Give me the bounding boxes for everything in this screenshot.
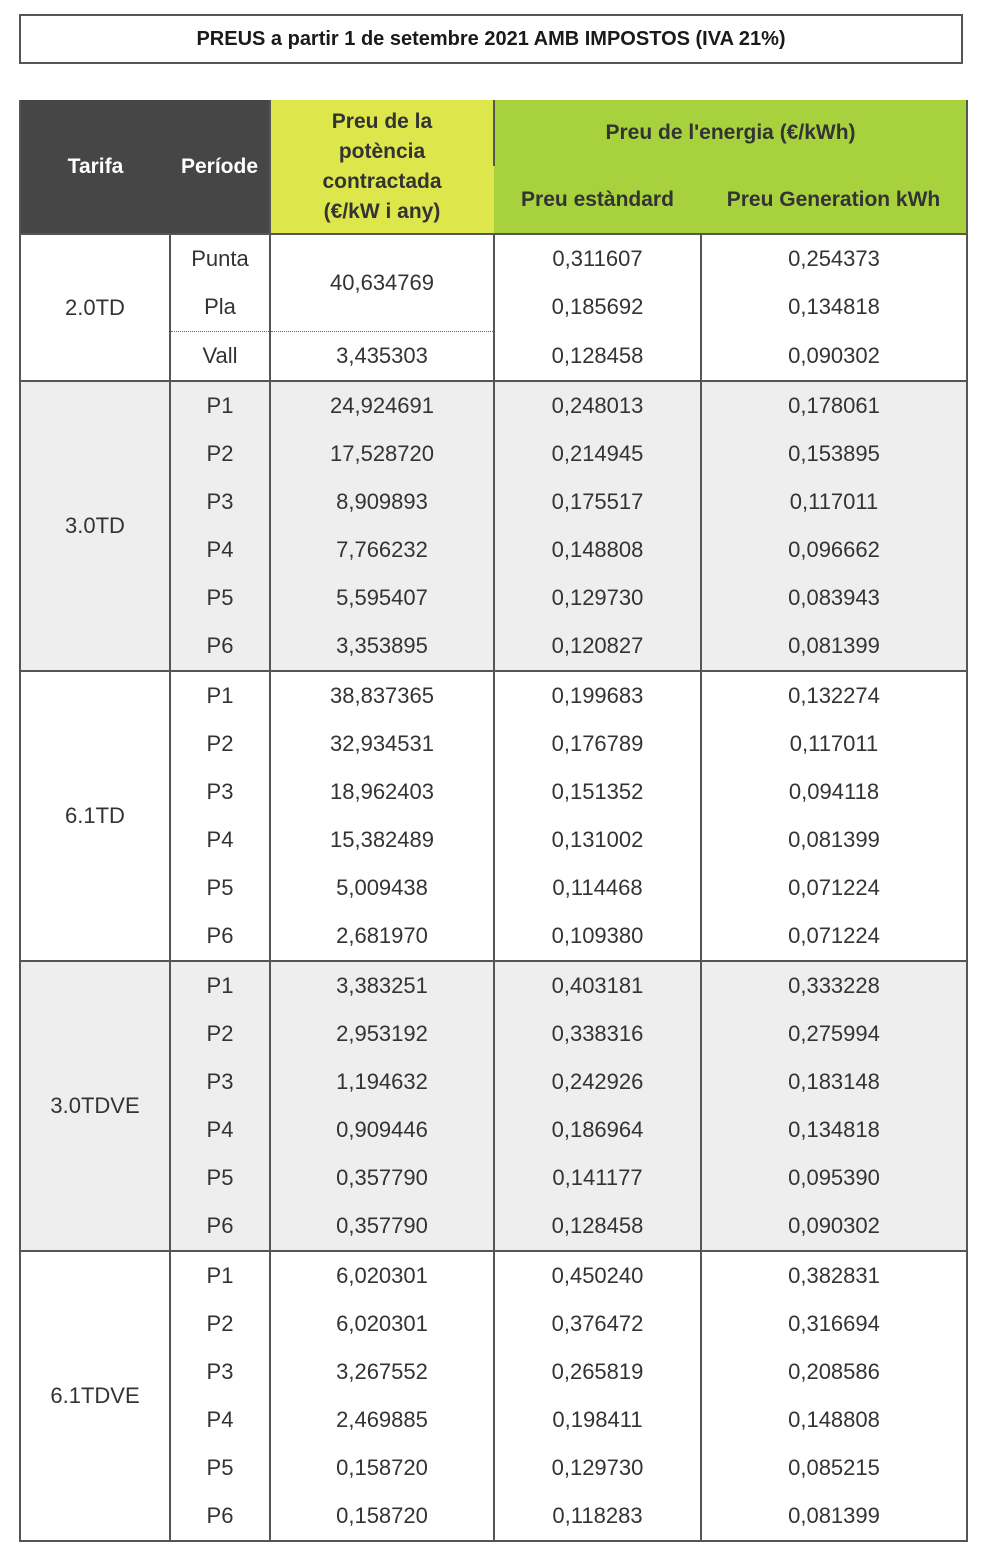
group-3-0tdve	[20, 961, 967, 1251]
table-row	[20, 1251, 967, 1300]
potencia-cell: 18,962403	[270, 768, 494, 816]
generation-cell: 0,153895	[701, 430, 967, 478]
potencia-cell: 32,934531	[270, 720, 494, 768]
generation-cell: 0,275994	[701, 1010, 967, 1058]
period-cell: P5	[170, 574, 270, 622]
estandard-cell: 0,265819	[494, 1348, 701, 1396]
generation-cell: 0,134818	[701, 283, 967, 332]
price-table	[19, 100, 968, 1542]
period-cell: P3	[170, 478, 270, 526]
estandard-cell: 0,129730	[494, 574, 701, 622]
estandard-cell: 0,141177	[494, 1154, 701, 1202]
period-cell: P2	[170, 720, 270, 768]
tarifa-cell: 3.0TDVE	[20, 961, 170, 1251]
potencia-cell: 3,435303	[270, 332, 494, 382]
period-cell: P3	[170, 768, 270, 816]
potencia-cell: 2,681970	[270, 912, 494, 961]
generation-cell: 0,071224	[701, 912, 967, 961]
generation-cell: 0,148808	[701, 1396, 967, 1444]
period-cell: P6	[170, 912, 270, 961]
period-cell: Vall	[170, 332, 270, 382]
period-cell: P5	[170, 864, 270, 912]
potencia-cell: 2,469885	[270, 1396, 494, 1444]
generation-cell: 0,254373	[701, 234, 967, 283]
estandard-cell: 0,131002	[494, 816, 701, 864]
period-cell: P1	[170, 1251, 270, 1300]
potencia-cell: 5,009438	[270, 864, 494, 912]
tarifa-cell: 6.1TDVE	[20, 1251, 170, 1541]
potencia-cell: 3,383251	[270, 961, 494, 1010]
estandard-cell: 0,151352	[494, 768, 701, 816]
header-periode: Període	[170, 100, 270, 234]
potencia-cell: 2,953192	[270, 1010, 494, 1058]
generation-cell: 0,081399	[701, 816, 967, 864]
generation-cell: 0,085215	[701, 1444, 967, 1492]
generation-cell: 0,132274	[701, 671, 967, 720]
period-cell: Pla	[170, 283, 270, 332]
tarifa-cell: 3.0TD	[20, 381, 170, 671]
period-cell: P6	[170, 622, 270, 671]
estandard-cell: 0,109380	[494, 912, 701, 961]
potencia-cell: 17,528720	[270, 430, 494, 478]
generation-cell: 0,096662	[701, 526, 967, 574]
estandard-cell: 0,376472	[494, 1300, 701, 1348]
period-cell: P5	[170, 1154, 270, 1202]
period-cell: P4	[170, 816, 270, 864]
potencia-cell: 1,194632	[270, 1058, 494, 1106]
generation-cell: 0,316694	[701, 1300, 967, 1348]
generation-cell: 0,095390	[701, 1154, 967, 1202]
header-tarifa: Tarifa	[20, 100, 170, 234]
potencia-cell: 3,267552	[270, 1348, 494, 1396]
page-title: PREUS a partir 1 de setembre 2021 AMB IMPOSTOS (IVA 21%)	[19, 14, 963, 64]
estandard-cell: 0,175517	[494, 478, 701, 526]
estandard-cell: 0,114468	[494, 864, 701, 912]
period-cell: P5	[170, 1444, 270, 1492]
table-row	[20, 234, 967, 283]
potencia-cell: 3,353895	[270, 622, 494, 671]
estandard-cell: 0,128458	[494, 332, 701, 382]
estandard-cell: 0,120827	[494, 622, 701, 671]
potencia-cell: 40,634769	[270, 234, 494, 332]
potencia-cell: 0,909446	[270, 1106, 494, 1154]
group-6-1tdve	[20, 1251, 967, 1541]
group-6-1td	[20, 671, 967, 961]
potencia-cell: 6,020301	[270, 1300, 494, 1348]
generation-cell: 0,090302	[701, 1202, 967, 1251]
period-cell: P2	[170, 430, 270, 478]
estandard-cell: 0,338316	[494, 1010, 701, 1058]
potencia-cell: 15,382489	[270, 816, 494, 864]
estandard-cell: 0,118283	[494, 1492, 701, 1541]
estandard-cell: 0,199683	[494, 671, 701, 720]
estandard-cell: 0,214945	[494, 430, 701, 478]
period-cell: P6	[170, 1202, 270, 1251]
generation-cell: 0,071224	[701, 864, 967, 912]
generation-cell: 0,382831	[701, 1251, 967, 1300]
header-potencia: Preu de la potència contractada (€/kW i any)	[270, 100, 494, 234]
estandard-cell: 0,128458	[494, 1202, 701, 1251]
potencia-cell: 8,909893	[270, 478, 494, 526]
header-estandard: Preu estàndard	[494, 166, 701, 234]
tarifa-cell: 6.1TD	[20, 671, 170, 961]
table-header	[20, 100, 967, 234]
estandard-cell: 0,185692	[494, 283, 701, 332]
estandard-cell: 0,186964	[494, 1106, 701, 1154]
generation-cell: 0,083943	[701, 574, 967, 622]
estandard-cell: 0,198411	[494, 1396, 701, 1444]
estandard-cell: 0,148808	[494, 526, 701, 574]
period-cell: P1	[170, 961, 270, 1010]
table-row	[20, 381, 967, 430]
generation-cell: 0,090302	[701, 332, 967, 382]
estandard-cell: 0,129730	[494, 1444, 701, 1492]
period-cell: P2	[170, 1300, 270, 1348]
table-row	[20, 961, 967, 1010]
estandard-cell: 0,403181	[494, 961, 701, 1010]
generation-cell: 0,208586	[701, 1348, 967, 1396]
period-cell: P4	[170, 526, 270, 574]
period-cell: P2	[170, 1010, 270, 1058]
potencia-cell: 5,595407	[270, 574, 494, 622]
generation-cell: 0,081399	[701, 622, 967, 671]
generation-cell: 0,178061	[701, 381, 967, 430]
estandard-cell: 0,450240	[494, 1251, 701, 1300]
estandard-cell: 0,176789	[494, 720, 701, 768]
period-cell: Punta	[170, 234, 270, 283]
potencia-cell: 0,357790	[270, 1202, 494, 1251]
potencia-cell: 0,357790	[270, 1154, 494, 1202]
generation-cell: 0,094118	[701, 768, 967, 816]
estandard-cell: 0,248013	[494, 381, 701, 430]
potencia-cell: 0,158720	[270, 1492, 494, 1541]
tarifa-cell: 2.0TD	[20, 234, 170, 381]
potencia-cell: 38,837365	[270, 671, 494, 720]
period-cell: P3	[170, 1348, 270, 1396]
generation-cell: 0,117011	[701, 478, 967, 526]
potencia-cell: 6,020301	[270, 1251, 494, 1300]
group-3-0td	[20, 381, 967, 671]
potencia-cell: 0,158720	[270, 1444, 494, 1492]
generation-cell: 0,117011	[701, 720, 967, 768]
estandard-cell: 0,242926	[494, 1058, 701, 1106]
period-cell: P1	[170, 381, 270, 430]
generation-cell: 0,081399	[701, 1492, 967, 1541]
period-cell: P4	[170, 1396, 270, 1444]
estandard-cell: 0,311607	[494, 234, 701, 283]
table-row	[20, 671, 967, 720]
period-cell: P3	[170, 1058, 270, 1106]
header-generation: Preu Generation kWh	[701, 166, 967, 234]
generation-cell: 0,333228	[701, 961, 967, 1010]
period-cell: P4	[170, 1106, 270, 1154]
generation-cell: 0,183148	[701, 1058, 967, 1106]
period-cell: P1	[170, 671, 270, 720]
header-energia: Preu de l'energia (€/kWh)	[494, 100, 967, 166]
group-2-0td	[20, 234, 967, 381]
potencia-cell: 24,924691	[270, 381, 494, 430]
generation-cell: 0,134818	[701, 1106, 967, 1154]
potencia-cell: 7,766232	[270, 526, 494, 574]
period-cell: P6	[170, 1492, 270, 1541]
